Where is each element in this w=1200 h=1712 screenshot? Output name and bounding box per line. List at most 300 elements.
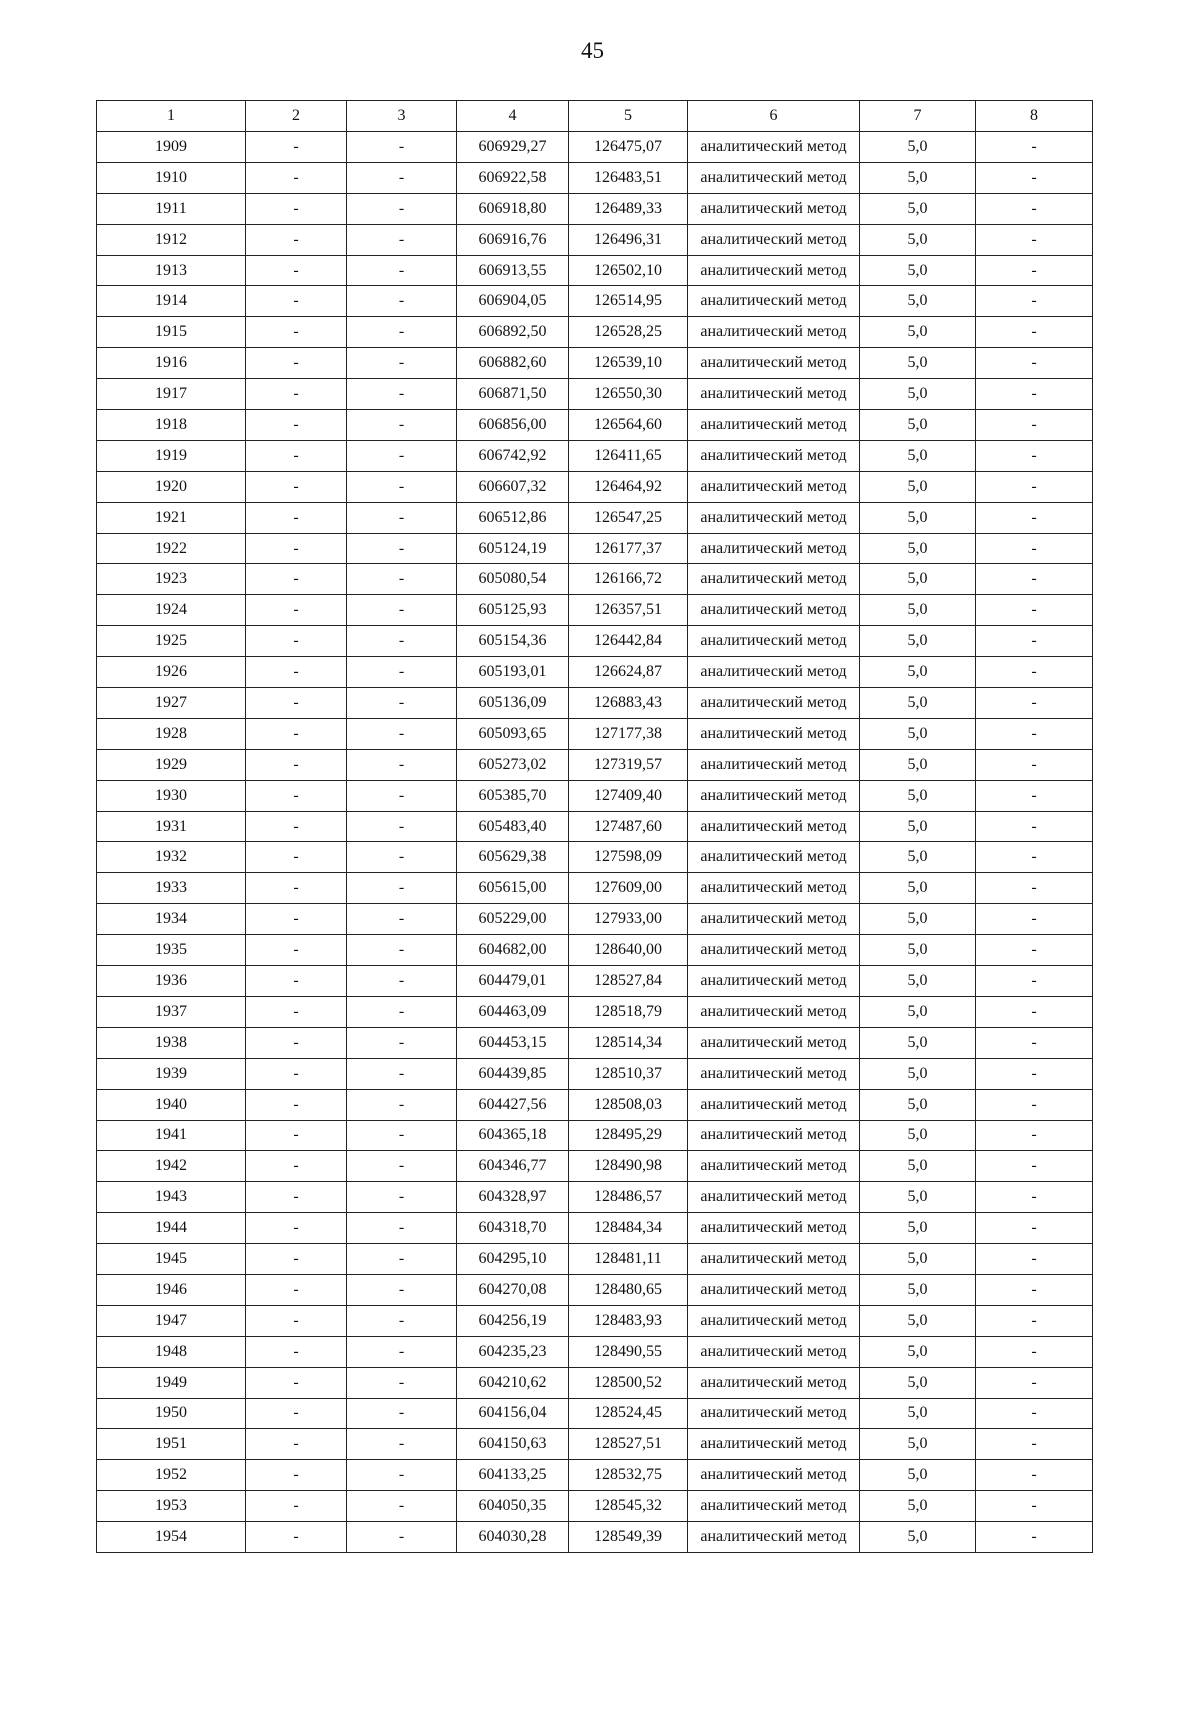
x-coordinate-cell: 604030,28 [457,1522,569,1553]
y-coordinate-cell: 126528,25 [569,317,688,348]
table-row [97,379,1093,410]
col3-cell: - [347,1429,457,1460]
col2-cell: - [246,379,347,410]
x-coordinate-cell: 606856,00 [457,410,569,441]
col8-cell: - [976,1151,1093,1182]
y-coordinate-cell: 127933,00 [569,904,688,935]
col3-cell: - [347,224,457,255]
method-cell: аналитический метод [688,1089,860,1120]
col8-cell: - [976,471,1093,502]
point-number-cell: 1930 [97,780,246,811]
accuracy-cell: 5,0 [860,1274,976,1305]
point-number-cell: 1954 [97,1522,246,1553]
point-number-cell: 1943 [97,1182,246,1213]
method-cell: аналитический метод [688,1491,860,1522]
col8-cell: - [976,1058,1093,1089]
col3-cell: - [347,255,457,286]
col3-cell: - [347,1058,457,1089]
table-row [97,904,1093,935]
table-row [97,1398,1093,1429]
point-number-cell: 1927 [97,688,246,719]
point-number-cell: 1933 [97,873,246,904]
x-coordinate-cell: 604453,15 [457,1027,569,1058]
x-coordinate-cell: 606929,27 [457,132,569,163]
col3-cell: - [347,1398,457,1429]
y-coordinate-cell: 126483,51 [569,162,688,193]
col8-cell: - [976,1460,1093,1491]
point-number-cell: 1934 [97,904,246,935]
x-coordinate-cell: 604365,18 [457,1120,569,1151]
table-header-row [97,101,1093,132]
col8-cell: - [976,1089,1093,1120]
method-cell: аналитический метод [688,502,860,533]
col8-cell: - [976,1367,1093,1398]
table-row [97,718,1093,749]
table-row [97,224,1093,255]
page-number: 45 [581,38,604,63]
col3-cell: - [347,780,457,811]
point-number-cell: 1924 [97,595,246,626]
y-coordinate-cell: 128514,34 [569,1027,688,1058]
col3-cell: - [347,1367,457,1398]
y-coordinate-cell: 128500,52 [569,1367,688,1398]
col2-cell: - [246,286,347,317]
col2-cell: - [246,1398,347,1429]
y-coordinate-cell: 128510,37 [569,1058,688,1089]
accuracy-cell: 5,0 [860,996,976,1027]
table-row [97,1274,1093,1305]
point-number-cell: 1942 [97,1151,246,1182]
method-cell: аналитический метод [688,564,860,595]
x-coordinate-cell: 604328,97 [457,1182,569,1213]
x-coordinate-cell: 605273,02 [457,749,569,780]
col8-cell: - [976,1182,1093,1213]
accuracy-cell: 5,0 [860,471,976,502]
table-row [97,811,1093,842]
method-cell: аналитический метод [688,1182,860,1213]
point-number-cell: 1918 [97,410,246,441]
col2-cell: - [246,1182,347,1213]
x-coordinate-cell: 606904,05 [457,286,569,317]
method-cell: аналитический метод [688,996,860,1027]
x-coordinate-cell: 605615,00 [457,873,569,904]
table-row [97,1491,1093,1522]
x-coordinate-cell: 605125,93 [457,595,569,626]
table-row [97,996,1093,1027]
col8-cell: - [976,533,1093,564]
col2-cell: - [246,1027,347,1058]
method-cell: аналитический метод [688,132,860,163]
x-coordinate-cell: 604270,08 [457,1274,569,1305]
col8-cell: - [976,193,1093,224]
accuracy-cell: 5,0 [860,1244,976,1275]
table-row [97,564,1093,595]
column-header: 3 [347,101,457,132]
accuracy-cell: 5,0 [860,1089,976,1120]
table-row [97,255,1093,286]
col2-cell: - [246,193,347,224]
x-coordinate-cell: 606918,80 [457,193,569,224]
y-coordinate-cell: 126489,33 [569,193,688,224]
y-coordinate-cell: 127177,38 [569,718,688,749]
col3-cell: - [347,1089,457,1120]
col3-cell: - [347,1244,457,1275]
y-coordinate-cell: 126539,10 [569,348,688,379]
col2-cell: - [246,873,347,904]
point-number-cell: 1939 [97,1058,246,1089]
table-row [97,1522,1093,1553]
point-number-cell: 1912 [97,224,246,255]
accuracy-cell: 5,0 [860,626,976,657]
y-coordinate-cell: 128527,51 [569,1429,688,1460]
col3-cell: - [347,996,457,1027]
col3-cell: - [347,1522,457,1553]
accuracy-cell: 5,0 [860,564,976,595]
column-header: 4 [457,101,569,132]
accuracy-cell: 5,0 [860,688,976,719]
point-number-cell: 1923 [97,564,246,595]
col3-cell: - [347,1213,457,1244]
method-cell: аналитический метод [688,471,860,502]
x-coordinate-cell: 604210,62 [457,1367,569,1398]
point-number-cell: 1949 [97,1367,246,1398]
col8-cell: - [976,1522,1093,1553]
accuracy-cell: 5,0 [860,410,976,441]
accuracy-cell: 5,0 [860,657,976,688]
y-coordinate-cell: 128484,34 [569,1213,688,1244]
col3-cell: - [347,471,457,502]
accuracy-cell: 5,0 [860,904,976,935]
table-row [97,193,1093,224]
point-number-cell: 1947 [97,1305,246,1336]
x-coordinate-cell: 604050,35 [457,1491,569,1522]
accuracy-cell: 5,0 [860,1522,976,1553]
method-cell: аналитический метод [688,379,860,410]
accuracy-cell: 5,0 [860,1151,976,1182]
point-number-cell: 1952 [97,1460,246,1491]
col8-cell: - [976,873,1093,904]
x-coordinate-cell: 604439,85 [457,1058,569,1089]
point-number-cell: 1931 [97,811,246,842]
table-row [97,1058,1093,1089]
method-cell: аналитический метод [688,1244,860,1275]
method-cell: аналитический метод [688,935,860,966]
x-coordinate-cell: 606882,60 [457,348,569,379]
point-number-cell: 1950 [97,1398,246,1429]
accuracy-cell: 5,0 [860,1120,976,1151]
point-number-cell: 1951 [97,1429,246,1460]
col8-cell: - [976,688,1093,719]
accuracy-cell: 5,0 [860,935,976,966]
x-coordinate-cell: 606871,50 [457,379,569,410]
method-cell: аналитический метод [688,904,860,935]
accuracy-cell: 5,0 [860,533,976,564]
x-coordinate-cell: 604295,10 [457,1244,569,1275]
col8-cell: - [976,1027,1093,1058]
table-row [97,626,1093,657]
col8-cell: - [976,1336,1093,1367]
x-coordinate-cell: 606916,76 [457,224,569,255]
point-number-cell: 1922 [97,533,246,564]
col3-cell: - [347,873,457,904]
method-cell: аналитический метод [688,718,860,749]
y-coordinate-cell: 127598,09 [569,842,688,873]
col8-cell: - [976,1274,1093,1305]
col3-cell: - [347,904,457,935]
col2-cell: - [246,718,347,749]
column-header: 7 [860,101,976,132]
col8-cell: - [976,1398,1093,1429]
x-coordinate-cell: 604133,25 [457,1460,569,1491]
col3-cell: - [347,1491,457,1522]
method-cell: аналитический метод [688,440,860,471]
x-coordinate-cell: 604150,63 [457,1429,569,1460]
col3-cell: - [347,749,457,780]
accuracy-cell: 5,0 [860,193,976,224]
x-coordinate-cell: 604235,23 [457,1336,569,1367]
table-row [97,286,1093,317]
accuracy-cell: 5,0 [860,379,976,410]
method-cell: аналитический метод [688,193,860,224]
x-coordinate-cell: 604318,70 [457,1213,569,1244]
col3-cell: - [347,1182,457,1213]
table-row [97,533,1093,564]
col3-cell: - [347,379,457,410]
x-coordinate-cell: 604427,56 [457,1089,569,1120]
method-cell: аналитический метод [688,317,860,348]
col3-cell: - [347,1336,457,1367]
accuracy-cell: 5,0 [860,1213,976,1244]
col3-cell: - [347,193,457,224]
method-cell: аналитический метод [688,1120,860,1151]
table-row [97,348,1093,379]
method-cell: аналитический метод [688,533,860,564]
method-cell: аналитический метод [688,842,860,873]
accuracy-cell: 5,0 [860,780,976,811]
col8-cell: - [976,224,1093,255]
col8-cell: - [976,440,1093,471]
col2-cell: - [246,1244,347,1275]
method-cell: аналитический метод [688,1305,860,1336]
col2-cell: - [246,966,347,997]
x-coordinate-cell: 606607,32 [457,471,569,502]
col2-cell: - [246,626,347,657]
point-number-cell: 1948 [97,1336,246,1367]
y-coordinate-cell: 126883,43 [569,688,688,719]
point-number-cell: 1946 [97,1274,246,1305]
col3-cell: - [347,317,457,348]
table-row [97,1182,1093,1213]
x-coordinate-cell: 604156,04 [457,1398,569,1429]
y-coordinate-cell: 126496,31 [569,224,688,255]
table-row [97,162,1093,193]
col3-cell: - [347,1460,457,1491]
method-cell: аналитический метод [688,410,860,441]
table-row [97,935,1093,966]
table-row [97,1429,1093,1460]
col8-cell: - [976,255,1093,286]
accuracy-cell: 5,0 [860,1182,976,1213]
accuracy-cell: 5,0 [860,842,976,873]
y-coordinate-cell: 127487,60 [569,811,688,842]
accuracy-cell: 5,0 [860,595,976,626]
y-coordinate-cell: 126357,51 [569,595,688,626]
y-coordinate-cell: 126502,10 [569,255,688,286]
method-cell: аналитический метод [688,1058,860,1089]
col3-cell: - [347,410,457,441]
table-row [97,1120,1093,1151]
col2-cell: - [246,935,347,966]
y-coordinate-cell: 127609,00 [569,873,688,904]
col8-cell: - [976,1491,1093,1522]
col2-cell: - [246,410,347,441]
col3-cell: - [347,966,457,997]
method-cell: аналитический метод [688,1336,860,1367]
method-cell: аналитический метод [688,1027,860,1058]
col3-cell: - [347,1151,457,1182]
table-row [97,1336,1093,1367]
col8-cell: - [976,842,1093,873]
method-cell: аналитический метод [688,1274,860,1305]
y-coordinate-cell: 128483,93 [569,1305,688,1336]
accuracy-cell: 5,0 [860,1058,976,1089]
col2-cell: - [246,1367,347,1398]
method-cell: аналитический метод [688,626,860,657]
y-coordinate-cell: 128518,79 [569,996,688,1027]
col8-cell: - [976,348,1093,379]
col8-cell: - [976,502,1093,533]
x-coordinate-cell: 606512,86 [457,502,569,533]
y-coordinate-cell: 128640,00 [569,935,688,966]
point-number-cell: 1940 [97,1089,246,1120]
col8-cell: - [976,595,1093,626]
point-number-cell: 1925 [97,626,246,657]
y-coordinate-cell: 126550,30 [569,379,688,410]
point-number-cell: 1936 [97,966,246,997]
method-cell: аналитический метод [688,595,860,626]
accuracy-cell: 5,0 [860,286,976,317]
col8-cell: - [976,749,1093,780]
accuracy-cell: 5,0 [860,749,976,780]
col8-cell: - [976,966,1093,997]
column-header: 5 [569,101,688,132]
col8-cell: - [976,1213,1093,1244]
accuracy-cell: 5,0 [860,317,976,348]
col2-cell: - [246,1274,347,1305]
y-coordinate-cell: 126514,95 [569,286,688,317]
point-number-cell: 1911 [97,193,246,224]
col8-cell: - [976,657,1093,688]
method-cell: аналитический метод [688,255,860,286]
accuracy-cell: 5,0 [860,718,976,749]
accuracy-cell: 5,0 [860,440,976,471]
point-number-cell: 1920 [97,471,246,502]
point-number-cell: 1926 [97,657,246,688]
col2-cell: - [246,533,347,564]
col3-cell: - [347,132,457,163]
col2-cell: - [246,502,347,533]
col2-cell: - [246,1336,347,1367]
table-row [97,1460,1093,1491]
y-coordinate-cell: 128524,45 [569,1398,688,1429]
accuracy-cell: 5,0 [860,255,976,286]
col8-cell: - [976,811,1093,842]
accuracy-cell: 5,0 [860,873,976,904]
col2-cell: - [246,749,347,780]
table-row [97,873,1093,904]
col8-cell: - [976,317,1093,348]
method-cell: аналитический метод [688,1460,860,1491]
col2-cell: - [246,132,347,163]
col2-cell: - [246,780,347,811]
col8-cell: - [976,935,1093,966]
col2-cell: - [246,471,347,502]
table-row [97,1151,1093,1182]
method-cell: аналитический метод [688,1213,860,1244]
method-cell: аналитический метод [688,811,860,842]
column-header: 1 [97,101,246,132]
point-number-cell: 1909 [97,132,246,163]
y-coordinate-cell: 126624,87 [569,657,688,688]
col3-cell: - [347,688,457,719]
method-cell: аналитический метод [688,162,860,193]
col8-cell: - [976,1429,1093,1460]
y-coordinate-cell: 126464,92 [569,471,688,502]
y-coordinate-cell: 128527,84 [569,966,688,997]
coordinates-table [96,100,1093,1553]
y-coordinate-cell: 126564,60 [569,410,688,441]
col8-cell: - [976,1120,1093,1151]
point-number-cell: 1910 [97,162,246,193]
point-number-cell: 1917 [97,379,246,410]
x-coordinate-cell: 605483,40 [457,811,569,842]
col2-cell: - [246,440,347,471]
x-coordinate-cell: 605193,01 [457,657,569,688]
col2-cell: - [246,1305,347,1336]
col8-cell: - [976,379,1093,410]
col2-cell: - [246,688,347,719]
col2-cell: - [246,1213,347,1244]
col2-cell: - [246,1460,347,1491]
x-coordinate-cell: 605154,36 [457,626,569,657]
table-body [97,132,1093,1553]
accuracy-cell: 5,0 [860,1460,976,1491]
x-coordinate-cell: 606913,55 [457,255,569,286]
col2-cell: - [246,657,347,688]
col2-cell: - [246,348,347,379]
col3-cell: - [347,348,457,379]
col3-cell: - [347,626,457,657]
col8-cell: - [976,904,1093,935]
col3-cell: - [347,533,457,564]
col2-cell: - [246,1522,347,1553]
y-coordinate-cell: 128545,32 [569,1491,688,1522]
x-coordinate-cell: 606742,92 [457,440,569,471]
y-coordinate-cell: 128490,55 [569,1336,688,1367]
x-coordinate-cell: 605385,70 [457,780,569,811]
x-coordinate-cell: 604479,01 [457,966,569,997]
point-number-cell: 1929 [97,749,246,780]
x-coordinate-cell: 604463,09 [457,996,569,1027]
method-cell: аналитический метод [688,873,860,904]
col3-cell: - [347,1120,457,1151]
accuracy-cell: 5,0 [860,1305,976,1336]
table-row [97,749,1093,780]
accuracy-cell: 5,0 [860,966,976,997]
col3-cell: - [347,286,457,317]
table-row [97,966,1093,997]
accuracy-cell: 5,0 [860,1429,976,1460]
